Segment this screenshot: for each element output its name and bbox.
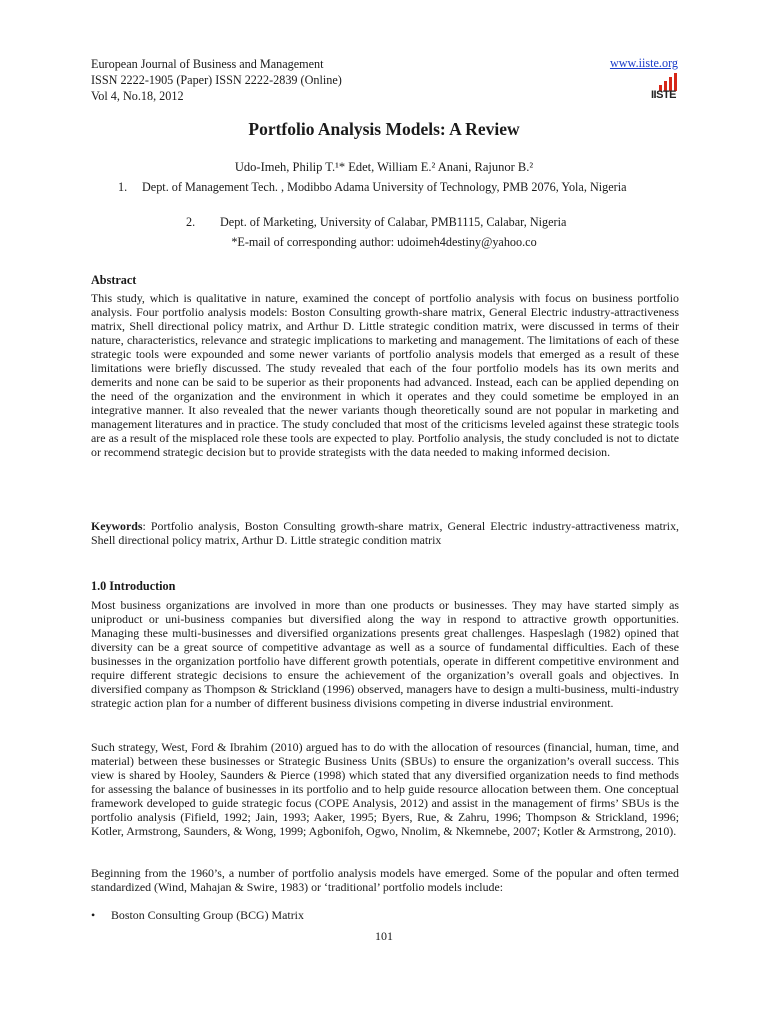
logo-text: IISTE (651, 89, 677, 101)
journal-name: European Journal of Business and Management (91, 57, 324, 71)
affiliation-text: Dept. of Management Tech. , Modibbo Adama University of Technology, PMB 2076, Yola, Nigeria (142, 180, 627, 194)
affiliation-number: 1. (118, 180, 128, 194)
intro-paragraph-3: Beginning from the 1960’s, a number of portfolio analysis models have emerged. Some of the popular and often termed standardized (Wind, Mahajan & Swire, 1983) or ‘traditional’ portfolio models include: (91, 866, 679, 894)
abstract-heading: Abstract (91, 273, 137, 287)
journal-site-link[interactable]: www.iiste.org (609, 56, 678, 70)
bullet-icon: • (91, 908, 96, 922)
affiliation-1 (118, 180, 626, 195)
iiste-logo-icon (651, 73, 681, 101)
list-item (91, 908, 304, 923)
journal-volume: Vol 4, No.18, 2012 (91, 89, 184, 103)
introduction-heading: 1.0 Introduction (91, 579, 176, 593)
paper-title: Portfolio Analysis Models: A Review (248, 119, 520, 139)
journal-header (91, 56, 342, 104)
keywords-text: : Portfolio analysis, Boston Consulting growth-share matrix, General Electric industry-attractiveness matrix, Shell directional policy matrix, Arthur D. Little strategic condition matrix (91, 519, 679, 547)
affiliation-number: 2. (186, 215, 196, 229)
intro-paragraph-2: Such strategy, West, Ford & Ibrahim (2010) argued has to do with the allocation of resources (financial, human, time, and material) between these businesses or Strategic Business Units (SBUs) to ensure the organization’s overall success. This view is shared by Hooley, Saunders & Pierce (1998) which stated that any diversified organization needs to find methods for assessing the balance of businesses in its portfolio and to help guide resource allocation between them. One conceptual framework developed to guide strategic focus (COPE Analysis, 2012) and assist in the management of firms’ SBUs is the portfolio analysis (Fifield, 1992; Jain, 1993; Aaker, 1995; Byers, Rue, & Zahru, 1996; Thompson & Strickland, 1996; Kotler, Armstrong, Saunders, & Wong, 1999; Agbonifoh, Ogwo, Nnolim, & Nkemnebe, 2007; Kotler & Armstrong, 2010). (91, 740, 679, 838)
keywords-label: Keywords (91, 519, 143, 533)
page-number: 101 (375, 929, 393, 943)
author-list: Udo-Imeh, Philip T.¹* Edet, William E.² Anani, Rajunor B.² (234, 160, 534, 174)
corresponding-email: *E-mail of corresponding author: udoimeh4destiny@yahoo.co (231, 235, 537, 249)
intro-paragraph-1: Most business organizations are involved in more than one products or businesses. They may have started simply as uniproduct or uni-business companies but diversified along the way in respond to attractive growth opportunities. Managing these multi-businesses and diversified organizations presents great challenges. Haspeslagh (1982) opined that diversity can be a great source of competitive advantage as well as a source of fundamental difficulties. Each of these businesses in the organization portfolio have different growth potentials, operate in different competitive environment and require different strategic decisions to ensure the achievement of the organization’s overall goals and objectives. In diversified company as Thompson & Strickland (1996) observed, managers have to design a multi-business, multi-industry strategic action plan for a number of different business divisions competing in diverse industrial environment. (91, 598, 679, 710)
affiliation-text: Dept. of Marketing, University of Calabar, PMB1115, Calabar, Nigeria (220, 215, 567, 229)
journal-issn: ISSN 2222-1905 (Paper) ISSN 2222-2839 (Online) (91, 73, 342, 87)
abstract-text: This study, which is qualitative in nature, examined the concept of portfolio analysis with focus on business portfolio analysis. Four portfolio analysis models: Boston Consulting growth-share matrix, General Electric industry-attractiveness matrix, Shell directional policy matrix, and Arthur D. Little strategic condition matrix, were discussed in terms of their nature, characteristics, relevance and strategic implications to marketing and management. The limitations of each of these strategic tools were expounded and some newer variants of portfolio analysis models that emerged as a result of these limitations were briefly discussed. The study revealed that each of the four portfolio models has its own merits and demerits and none can be said to be superior as their proponents had advanced. Instead, each can be applied depending on the need of the organization and the environment in which it operates and they could sometime be employed in an integrative manner. It also revealed that the newer variants though theoretically sound are not popular in marketing and management literatures and in practice. The study concluded that most of the criticisms leveled against these strategic tools are as a result of the misplaced role these tools are expected to play. Portfolio analysis, the study concluded is not to dictate or recommend strategic decision but to provide strategists with the data needed to making informed decision. (91, 291, 679, 459)
list-item-text: Boston Consulting Group (BCG) Matrix (111, 908, 304, 922)
keywords (91, 519, 679, 547)
affiliation-2 (186, 215, 566, 230)
